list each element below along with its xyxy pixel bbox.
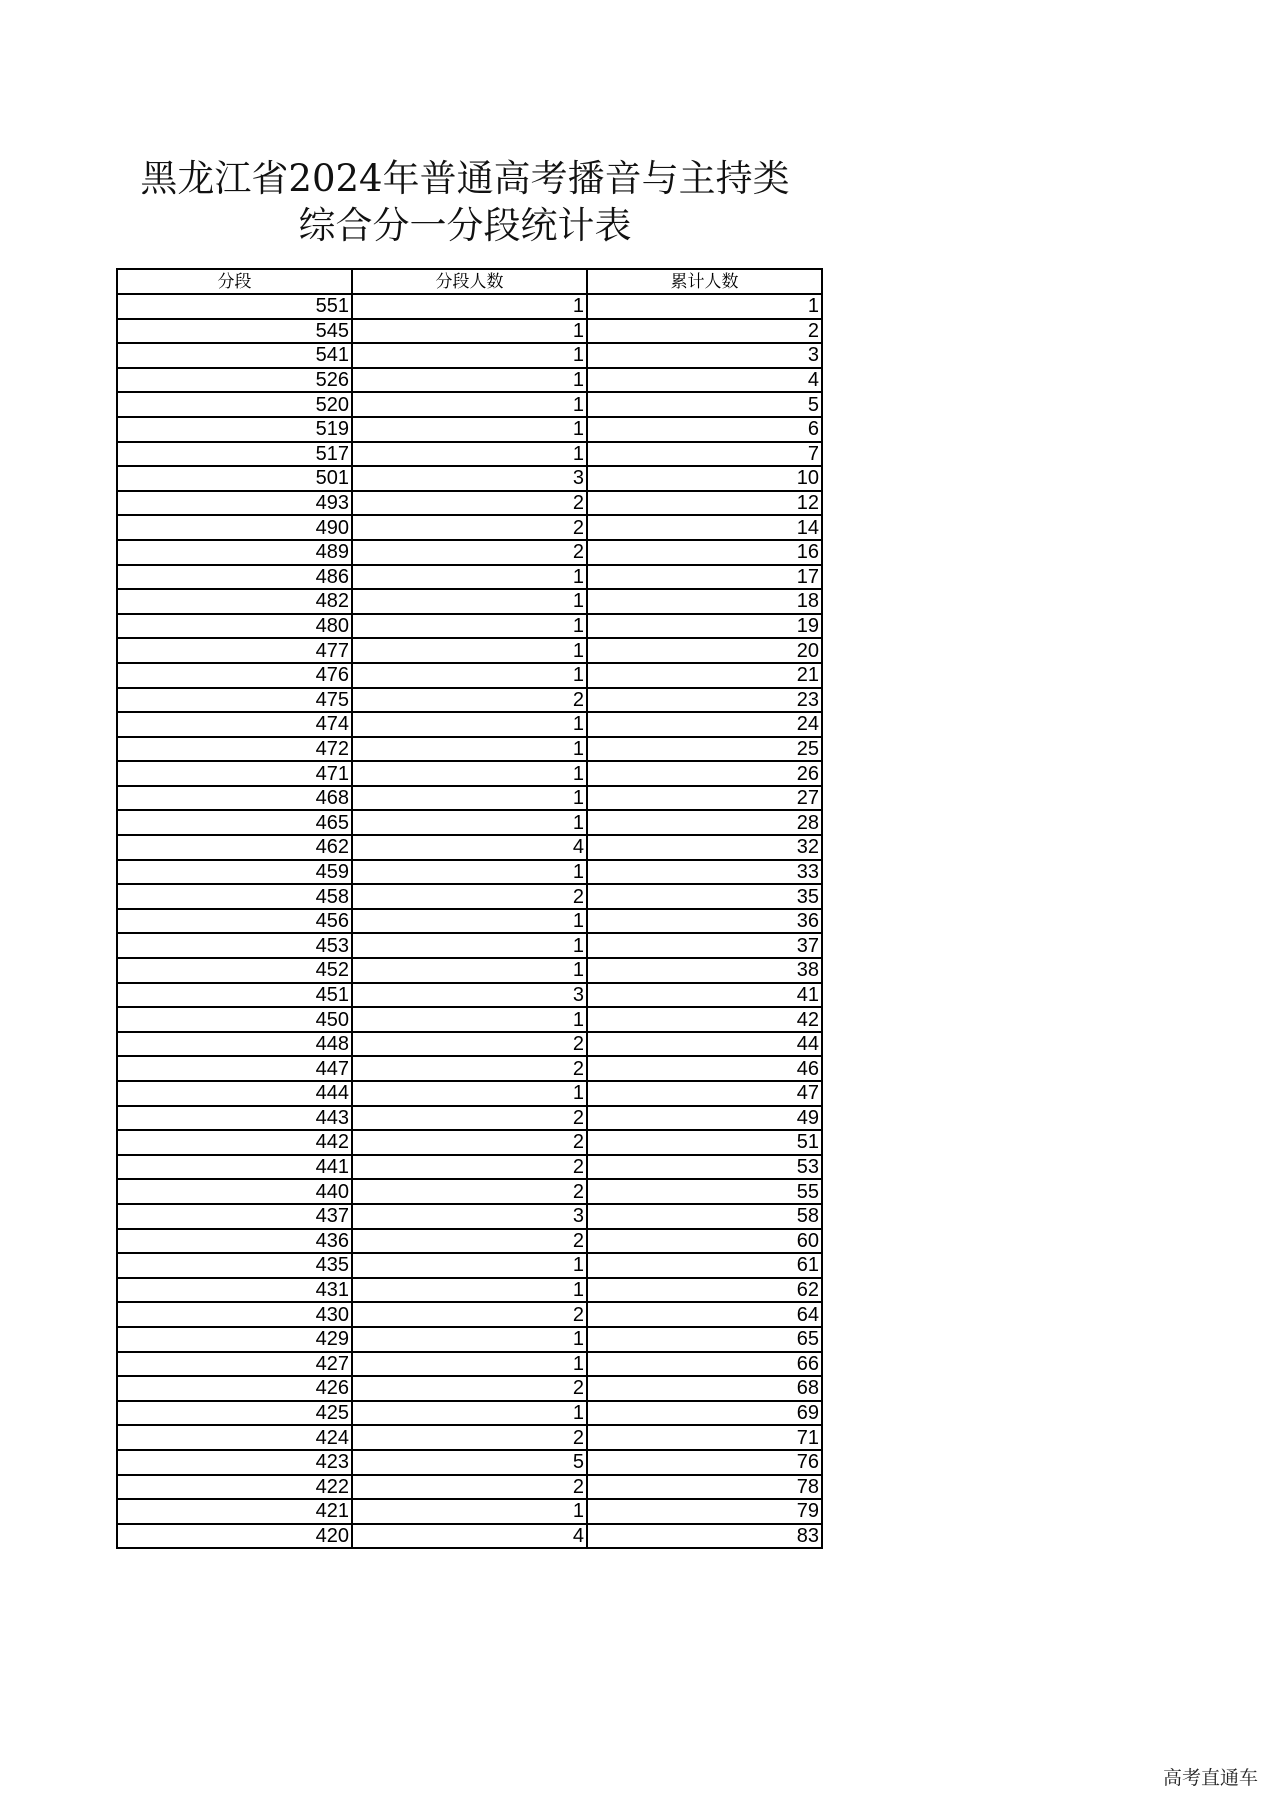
table-row xyxy=(117,712,822,737)
cell-segment-count: 1 xyxy=(352,392,587,417)
cell-score-segment: 425 xyxy=(117,1401,352,1426)
table-row xyxy=(117,1524,822,1549)
cell-score-segment: 435 xyxy=(117,1253,352,1278)
table-row xyxy=(117,491,822,516)
cell-score-segment: 519 xyxy=(117,417,352,442)
cell-score-segment: 541 xyxy=(117,343,352,368)
cell-segment-count: 1 xyxy=(352,368,587,393)
table-header-row xyxy=(117,269,822,294)
cell-cumulative-count: 4 xyxy=(587,368,822,393)
table-row xyxy=(117,319,822,344)
cell-score-segment: 450 xyxy=(117,1007,352,1032)
cell-segment-count: 4 xyxy=(352,835,587,860)
cell-segment-count: 1 xyxy=(352,294,587,319)
cell-score-segment: 440 xyxy=(117,1179,352,1204)
table-row xyxy=(117,909,822,934)
cell-cumulative-count: 28 xyxy=(587,810,822,835)
table-row xyxy=(117,835,822,860)
cell-score-segment: 517 xyxy=(117,442,352,467)
cell-score-segment: 462 xyxy=(117,835,352,860)
cell-cumulative-count: 42 xyxy=(587,1007,822,1032)
table-row xyxy=(117,860,822,885)
table-row xyxy=(117,688,822,713)
cell-segment-count: 1 xyxy=(352,1327,587,1352)
cell-segment-count: 2 xyxy=(352,1032,587,1057)
cell-cumulative-count: 61 xyxy=(587,1253,822,1278)
table-row xyxy=(117,1179,822,1204)
table-row xyxy=(117,589,822,614)
cell-score-segment: 430 xyxy=(117,1302,352,1327)
cell-score-segment: 431 xyxy=(117,1278,352,1303)
cell-segment-count: 2 xyxy=(352,1302,587,1327)
cell-segment-count: 1 xyxy=(352,810,587,835)
cell-score-segment: 443 xyxy=(117,1106,352,1131)
cell-score-segment: 452 xyxy=(117,958,352,983)
header-cumulative-count: 累计人数 xyxy=(587,269,822,294)
cell-segment-count: 1 xyxy=(352,565,587,590)
cell-score-segment: 475 xyxy=(117,688,352,713)
page-title-line1: 黑龙江省2024年普通高考播音与主持类 xyxy=(140,157,790,200)
cell-segment-count: 4 xyxy=(352,1524,587,1549)
cell-cumulative-count: 16 xyxy=(587,540,822,565)
table-row xyxy=(117,1376,822,1401)
table-row xyxy=(117,368,822,393)
cell-cumulative-count: 10 xyxy=(587,466,822,491)
cell-cumulative-count: 25 xyxy=(587,737,822,762)
cell-score-segment: 448 xyxy=(117,1032,352,1057)
cell-score-segment: 468 xyxy=(117,786,352,811)
cell-segment-count: 1 xyxy=(352,1499,587,1524)
cell-segment-count: 1 xyxy=(352,1007,587,1032)
cell-segment-count: 1 xyxy=(352,761,587,786)
cell-score-segment: 471 xyxy=(117,761,352,786)
cell-score-segment: 436 xyxy=(117,1229,352,1254)
cell-cumulative-count: 49 xyxy=(587,1106,822,1131)
cell-score-segment: 456 xyxy=(117,909,352,934)
cell-cumulative-count: 69 xyxy=(587,1401,822,1426)
table-row xyxy=(117,1229,822,1254)
cell-score-segment: 447 xyxy=(117,1056,352,1081)
cell-score-segment: 477 xyxy=(117,638,352,663)
cell-cumulative-count: 62 xyxy=(587,1278,822,1303)
cell-cumulative-count: 18 xyxy=(587,589,822,614)
table-row xyxy=(117,983,822,1008)
table-row xyxy=(117,1056,822,1081)
cell-score-segment: 472 xyxy=(117,737,352,762)
cell-segment-count: 1 xyxy=(352,417,587,442)
cell-score-segment: 441 xyxy=(117,1155,352,1180)
table-row xyxy=(117,1425,822,1450)
cell-score-segment: 489 xyxy=(117,540,352,565)
cell-segment-count: 1 xyxy=(352,319,587,344)
cell-score-segment: 486 xyxy=(117,565,352,590)
page-title-line2: 综合分一分段统计表 xyxy=(298,204,632,247)
cell-segment-count: 2 xyxy=(352,1155,587,1180)
cell-score-segment: 423 xyxy=(117,1450,352,1475)
cell-cumulative-count: 51 xyxy=(587,1130,822,1155)
cell-segment-count: 1 xyxy=(352,638,587,663)
cell-segment-count: 1 xyxy=(352,737,587,762)
cell-segment-count: 1 xyxy=(352,786,587,811)
cell-score-segment: 520 xyxy=(117,392,352,417)
cell-score-segment: 427 xyxy=(117,1352,352,1377)
table-row xyxy=(117,1450,822,1475)
cell-segment-count: 3 xyxy=(352,1204,587,1229)
cell-segment-count: 1 xyxy=(352,343,587,368)
table-row xyxy=(117,1475,822,1500)
cell-segment-count: 2 xyxy=(352,1056,587,1081)
table-row xyxy=(117,638,822,663)
table-row xyxy=(117,1302,822,1327)
cell-segment-count: 2 xyxy=(352,1130,587,1155)
cell-segment-count: 2 xyxy=(352,688,587,713)
table-row xyxy=(117,663,822,688)
cell-cumulative-count: 71 xyxy=(587,1425,822,1450)
cell-segment-count: 1 xyxy=(352,933,587,958)
cell-score-segment: 458 xyxy=(117,884,352,909)
table-row xyxy=(117,1106,822,1131)
cell-cumulative-count: 23 xyxy=(587,688,822,713)
cell-cumulative-count: 17 xyxy=(587,565,822,590)
cell-cumulative-count: 2 xyxy=(587,319,822,344)
cell-segment-count: 2 xyxy=(352,1179,587,1204)
table-row xyxy=(117,737,822,762)
cell-cumulative-count: 32 xyxy=(587,835,822,860)
cell-segment-count: 2 xyxy=(352,1425,587,1450)
cell-score-segment: 465 xyxy=(117,810,352,835)
cell-cumulative-count: 27 xyxy=(587,786,822,811)
table-row xyxy=(117,1155,822,1180)
cell-segment-count: 1 xyxy=(352,1278,587,1303)
cell-score-segment: 451 xyxy=(117,983,352,1008)
cell-segment-count: 1 xyxy=(352,614,587,639)
cell-segment-count: 1 xyxy=(352,909,587,934)
cell-segment-count: 1 xyxy=(352,860,587,885)
cell-score-segment: 474 xyxy=(117,712,352,737)
table-row xyxy=(117,1499,822,1524)
table-row xyxy=(117,1253,822,1278)
table-row xyxy=(117,1032,822,1057)
cell-segment-count: 1 xyxy=(352,1253,587,1278)
cell-segment-count: 1 xyxy=(352,442,587,467)
cell-score-segment: 424 xyxy=(117,1425,352,1450)
cell-cumulative-count: 47 xyxy=(587,1081,822,1106)
cell-cumulative-count: 41 xyxy=(587,983,822,1008)
cell-cumulative-count: 12 xyxy=(587,491,822,516)
cell-cumulative-count: 1 xyxy=(587,294,822,319)
cell-score-segment: 476 xyxy=(117,663,352,688)
header-score-segment: 分段 xyxy=(117,269,352,294)
table-row xyxy=(117,1081,822,1106)
cell-segment-count: 1 xyxy=(352,1401,587,1426)
cell-segment-count: 2 xyxy=(352,515,587,540)
cell-segment-count: 3 xyxy=(352,466,587,491)
table-row xyxy=(117,1007,822,1032)
table-row xyxy=(117,540,822,565)
cell-score-segment: 444 xyxy=(117,1081,352,1106)
cell-score-segment: 545 xyxy=(117,319,352,344)
cell-cumulative-count: 21 xyxy=(587,663,822,688)
cell-segment-count: 2 xyxy=(352,1229,587,1254)
cell-cumulative-count: 78 xyxy=(587,1475,822,1500)
cell-score-segment: 453 xyxy=(117,933,352,958)
watermark-text: 高考直通车 xyxy=(1162,1767,1258,1789)
score-distribution-table xyxy=(116,268,823,1549)
cell-score-segment: 551 xyxy=(117,294,352,319)
cell-cumulative-count: 76 xyxy=(587,1450,822,1475)
table-row xyxy=(117,1204,822,1229)
cell-cumulative-count: 3 xyxy=(587,343,822,368)
cell-segment-count: 2 xyxy=(352,491,587,516)
cell-cumulative-count: 36 xyxy=(587,909,822,934)
table-row xyxy=(117,614,822,639)
cell-score-segment: 429 xyxy=(117,1327,352,1352)
cell-segment-count: 2 xyxy=(352,1106,587,1131)
table-row xyxy=(117,343,822,368)
cell-segment-count: 2 xyxy=(352,1376,587,1401)
cell-segment-count: 1 xyxy=(352,589,587,614)
table-row xyxy=(117,884,822,909)
cell-score-segment: 459 xyxy=(117,860,352,885)
cell-cumulative-count: 6 xyxy=(587,417,822,442)
cell-cumulative-count: 37 xyxy=(587,933,822,958)
cell-segment-count: 1 xyxy=(352,712,587,737)
cell-segment-count: 3 xyxy=(352,983,587,1008)
cell-cumulative-count: 79 xyxy=(587,1499,822,1524)
table-row xyxy=(117,810,822,835)
cell-cumulative-count: 7 xyxy=(587,442,822,467)
cell-cumulative-count: 65 xyxy=(587,1327,822,1352)
cell-cumulative-count: 35 xyxy=(587,884,822,909)
table-row xyxy=(117,1401,822,1426)
cell-cumulative-count: 38 xyxy=(587,958,822,983)
cell-score-segment: 482 xyxy=(117,589,352,614)
cell-cumulative-count: 44 xyxy=(587,1032,822,1057)
cell-cumulative-count: 53 xyxy=(587,1155,822,1180)
table-row xyxy=(117,466,822,491)
cell-cumulative-count: 26 xyxy=(587,761,822,786)
cell-cumulative-count: 19 xyxy=(587,614,822,639)
cell-cumulative-count: 60 xyxy=(587,1229,822,1254)
cell-score-segment: 480 xyxy=(117,614,352,639)
cell-segment-count: 1 xyxy=(352,958,587,983)
cell-cumulative-count: 20 xyxy=(587,638,822,663)
cell-segment-count: 2 xyxy=(352,1475,587,1500)
table-row xyxy=(117,786,822,811)
cell-cumulative-count: 66 xyxy=(587,1352,822,1377)
table-row xyxy=(117,294,822,319)
header-segment-count: 分段人数 xyxy=(352,269,587,294)
cell-score-segment: 421 xyxy=(117,1499,352,1524)
cell-cumulative-count: 55 xyxy=(587,1179,822,1204)
table-row xyxy=(117,442,822,467)
cell-cumulative-count: 68 xyxy=(587,1376,822,1401)
cell-segment-count: 1 xyxy=(352,663,587,688)
cell-segment-count: 2 xyxy=(352,884,587,909)
cell-segment-count: 1 xyxy=(352,1081,587,1106)
cell-score-segment: 490 xyxy=(117,515,352,540)
table-row xyxy=(117,417,822,442)
cell-score-segment: 442 xyxy=(117,1130,352,1155)
cell-cumulative-count: 33 xyxy=(587,860,822,885)
cell-score-segment: 426 xyxy=(117,1376,352,1401)
table-row xyxy=(117,761,822,786)
cell-cumulative-count: 64 xyxy=(587,1302,822,1327)
cell-segment-count: 5 xyxy=(352,1450,587,1475)
table-row xyxy=(117,565,822,590)
cell-cumulative-count: 83 xyxy=(587,1524,822,1549)
table-row xyxy=(117,392,822,417)
cell-cumulative-count: 24 xyxy=(587,712,822,737)
table-row xyxy=(117,933,822,958)
cell-score-segment: 493 xyxy=(117,491,352,516)
cell-cumulative-count: 58 xyxy=(587,1204,822,1229)
cell-score-segment: 526 xyxy=(117,368,352,393)
cell-score-segment: 420 xyxy=(117,1524,352,1549)
table-row xyxy=(117,1130,822,1155)
table-row xyxy=(117,515,822,540)
table-row xyxy=(117,958,822,983)
cell-score-segment: 437 xyxy=(117,1204,352,1229)
table-row xyxy=(117,1327,822,1352)
cell-segment-count: 2 xyxy=(352,540,587,565)
cell-cumulative-count: 46 xyxy=(587,1056,822,1081)
cell-score-segment: 422 xyxy=(117,1475,352,1500)
cell-segment-count: 1 xyxy=(352,1352,587,1377)
table-row xyxy=(117,1352,822,1377)
cell-cumulative-count: 14 xyxy=(587,515,822,540)
table-row xyxy=(117,1278,822,1303)
cell-cumulative-count: 5 xyxy=(587,392,822,417)
cell-score-segment: 501 xyxy=(117,466,352,491)
